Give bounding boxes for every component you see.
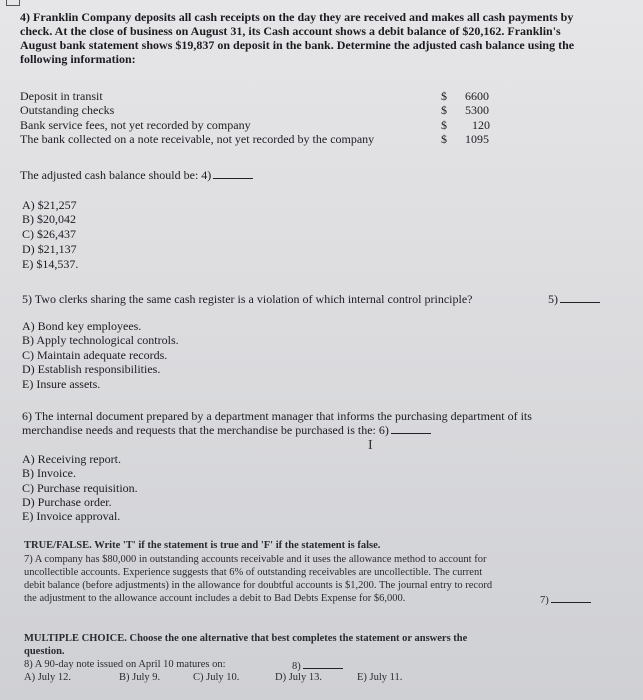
answer-blank[interactable] xyxy=(560,292,600,303)
q4-item-sign: $ xyxy=(441,89,447,103)
q4-item-label: Bank service fees, not yet recorded by company xyxy=(20,118,251,132)
q4-item-sign: $ xyxy=(441,132,447,146)
q5-option[interactable]: E) Insure assets. xyxy=(22,377,101,391)
q5-question: 5) Two clerks sharing the same cash register is a violation of which internal control principle? xyxy=(22,292,473,306)
q4-text-line-2: check. At the close of business on August 31, its Cash account shows a debit balance of $20,162. Franklin's xyxy=(20,24,561,38)
q8-answer-label: 8) xyxy=(292,661,301,672)
q7-text-line-4: the adjustment to the allowance account includes a debit to Bad Debts Expense for $6,000. xyxy=(24,593,406,604)
q6-option[interactable]: E) Invoice approval. xyxy=(22,509,121,523)
q4-item-label: The bank collected on a note receivable, not yet recorded by the company xyxy=(20,132,375,146)
q4-item-sign: $ xyxy=(441,103,447,117)
q6-option[interactable]: A) Receiving report. xyxy=(22,452,121,466)
mc-heading: MULTIPLE CHOICE. Choose the one alternative that best completes the statement or answers the xyxy=(24,633,468,644)
q8-option[interactable]: D) July 13. xyxy=(275,672,322,683)
answer-blank[interactable] xyxy=(303,658,343,669)
corner-mark xyxy=(6,0,20,6)
q6-text-line-2 xyxy=(22,423,431,437)
q6-option[interactable]: D) Purchase order. xyxy=(22,495,112,509)
q6-option[interactable]: B) Invoice. xyxy=(22,466,76,480)
q6-text-line-1: 6) The internal document prepared by a department manager that informs the purchasing department of its xyxy=(22,409,532,423)
tf-heading: TRUE/FALSE. Write 'T' if the statement is true and 'F' if the statement is false. xyxy=(24,540,381,551)
q4-text-line-1: 4) Franklin Company deposits all cash receipts on the day they are received and makes all cash payments by xyxy=(20,10,574,24)
q4-item-sign: $ xyxy=(441,118,447,132)
q5-answer xyxy=(548,292,600,306)
q5-option[interactable]: B) Apply technological controls. xyxy=(22,333,179,347)
q8-option[interactable]: E) July 11. xyxy=(357,672,403,683)
q8-option[interactable]: A) July 12. xyxy=(24,672,71,683)
q5-option[interactable]: A) Bond key employees. xyxy=(22,319,142,333)
q4-prompt xyxy=(20,168,253,182)
q4-item-label: Outstanding checks xyxy=(20,103,115,117)
q4-text-line-3: August bank statement shows $19,837 on deposit in the bank. Determine the adjusted cash balance using the xyxy=(20,38,575,52)
mc-heading-2: question. xyxy=(24,646,65,657)
q4-item-amount: 5300 xyxy=(465,103,489,117)
q7-text-line-1: 7) A company has $80,000 in outstanding accounts receivable and it uses the allowance method to account for xyxy=(24,554,487,565)
q4-item-amount: 6600 xyxy=(465,89,489,103)
q4-item-label: Deposit in transit xyxy=(20,89,103,103)
q4-item-amount: 1095 xyxy=(465,132,489,146)
q8-option[interactable]: C) July 10. xyxy=(193,672,240,683)
q4-option[interactable]: B) $20,042 xyxy=(22,212,76,226)
q7-answer xyxy=(540,592,591,607)
q4-prompt-text: The adjusted cash balance should be: 4) xyxy=(20,168,212,182)
q4-option[interactable]: E) $14,537. xyxy=(22,257,79,271)
q7-answer-label: 7) xyxy=(540,595,549,606)
q4-text-line-4: following information: xyxy=(20,52,136,66)
q8-question: 8) A 90-day note issued on April 10 matures on: xyxy=(24,659,226,670)
q8-option[interactable]: B) July 9. xyxy=(119,672,161,683)
text-cursor-icon: I xyxy=(368,438,373,453)
q5-option[interactable]: D) Establish responsibilities. xyxy=(22,362,161,376)
answer-blank[interactable] xyxy=(551,592,591,603)
q4-option[interactable]: C) $26,437 xyxy=(22,227,76,241)
q4-option[interactable]: D) $21,137 xyxy=(22,242,77,256)
q5-option[interactable]: C) Maintain adequate records. xyxy=(22,348,168,362)
q6-text-line-2-text: merchandise needs and requests that the merchandise be purchased is the: 6) xyxy=(22,423,389,437)
answer-blank[interactable] xyxy=(213,168,253,179)
q4-option[interactable]: A) $21,257 xyxy=(22,198,77,212)
q7-text-line-3: debit balance (before adjustments) in the allowance for doubtful accounts is $1,200. The journal entry to record xyxy=(24,580,493,591)
answer-blank[interactable] xyxy=(391,423,431,434)
q5-answer-label: 5) xyxy=(548,292,558,306)
q4-item-amount: 120 xyxy=(472,118,490,132)
q7-text-line-2: uncollectible accounts. Experience suggests that 6% of outstanding receivables are uncollectible. The current xyxy=(24,567,483,578)
q6-option[interactable]: C) Purchase requisition. xyxy=(22,481,138,495)
